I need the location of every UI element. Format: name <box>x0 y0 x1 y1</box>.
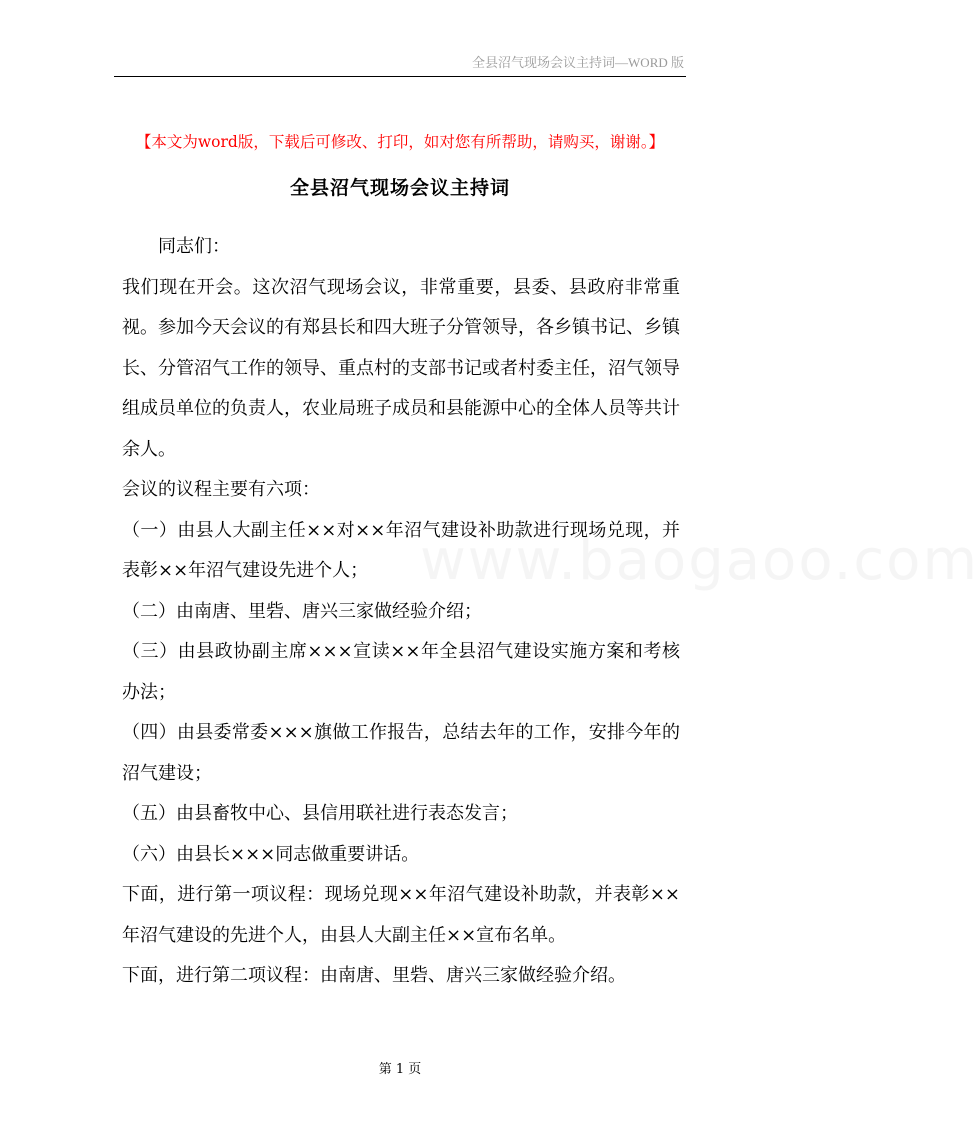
paragraph-step-2: 下面，进行第二项议程：由南唐、里砦、唐兴三家做经验介绍。 <box>122 965 626 986</box>
purchase-notice: 【本文为word版，下载后可修改、打印，如对您有所帮助，请购买，谢谢。】 <box>135 133 665 151</box>
agenda-item-1: （一）由县人大副主任××对××年沼气建设补助款进行现场兑现，并表彰××年沼气建设先进个人； <box>122 519 680 581</box>
agenda-item-2: （二）由南唐、里砦、唐兴三家做经验介绍； <box>122 600 482 622</box>
document-title: 全县沼气现场会议主持词 <box>289 177 510 199</box>
paragraph-agenda-intro: 会议的议程主要有六项： <box>122 479 320 500</box>
header-divider <box>114 76 686 77</box>
agenda-item-5: （五）由县畜牧中心、县信用联社进行表态发言； <box>122 803 518 824</box>
agenda-item-4: （四）由县委常委×××旗做工作报告，总结去年的工作，安排今年的沼气建设； <box>122 722 680 784</box>
running-header: 全县沼气现场会议主持词—WORD 版 <box>472 55 684 70</box>
agenda-item-6: （六）由县长×××同志做重要讲话。 <box>122 843 420 865</box>
paragraph-step-1: 下面，进行第一项议程：现场兑现××年沼气建设补助款，并表彰××年沼气建设的先进个人，由县人大副主任××宣布名单。 <box>122 884 680 946</box>
salutation: 同志们： <box>158 236 230 257</box>
document-body <box>122 227 680 997</box>
paragraph-opening: 我们现在开会。这次沼气现场会议，非常重要，县委、县政府非常重视。参加今天会议的有郑县长和四大班子分管领导，各乡镇书记、乡镇长、分管沼气工作的领导、重点村的支部书记或者村委主任，沼气领导组成员单位的负责人，农业局班子成员和县能源中心的全体人员等共计余人。 <box>122 276 680 460</box>
background-watermark: www.baogaoo.com <box>420 528 979 593</box>
agenda-item-3: （三）由县政协副主席×××宣读××年全县沼气建设实施方案和考核办法； <box>122 641 680 703</box>
page-number: 第 1 页 <box>378 1062 422 1077</box>
